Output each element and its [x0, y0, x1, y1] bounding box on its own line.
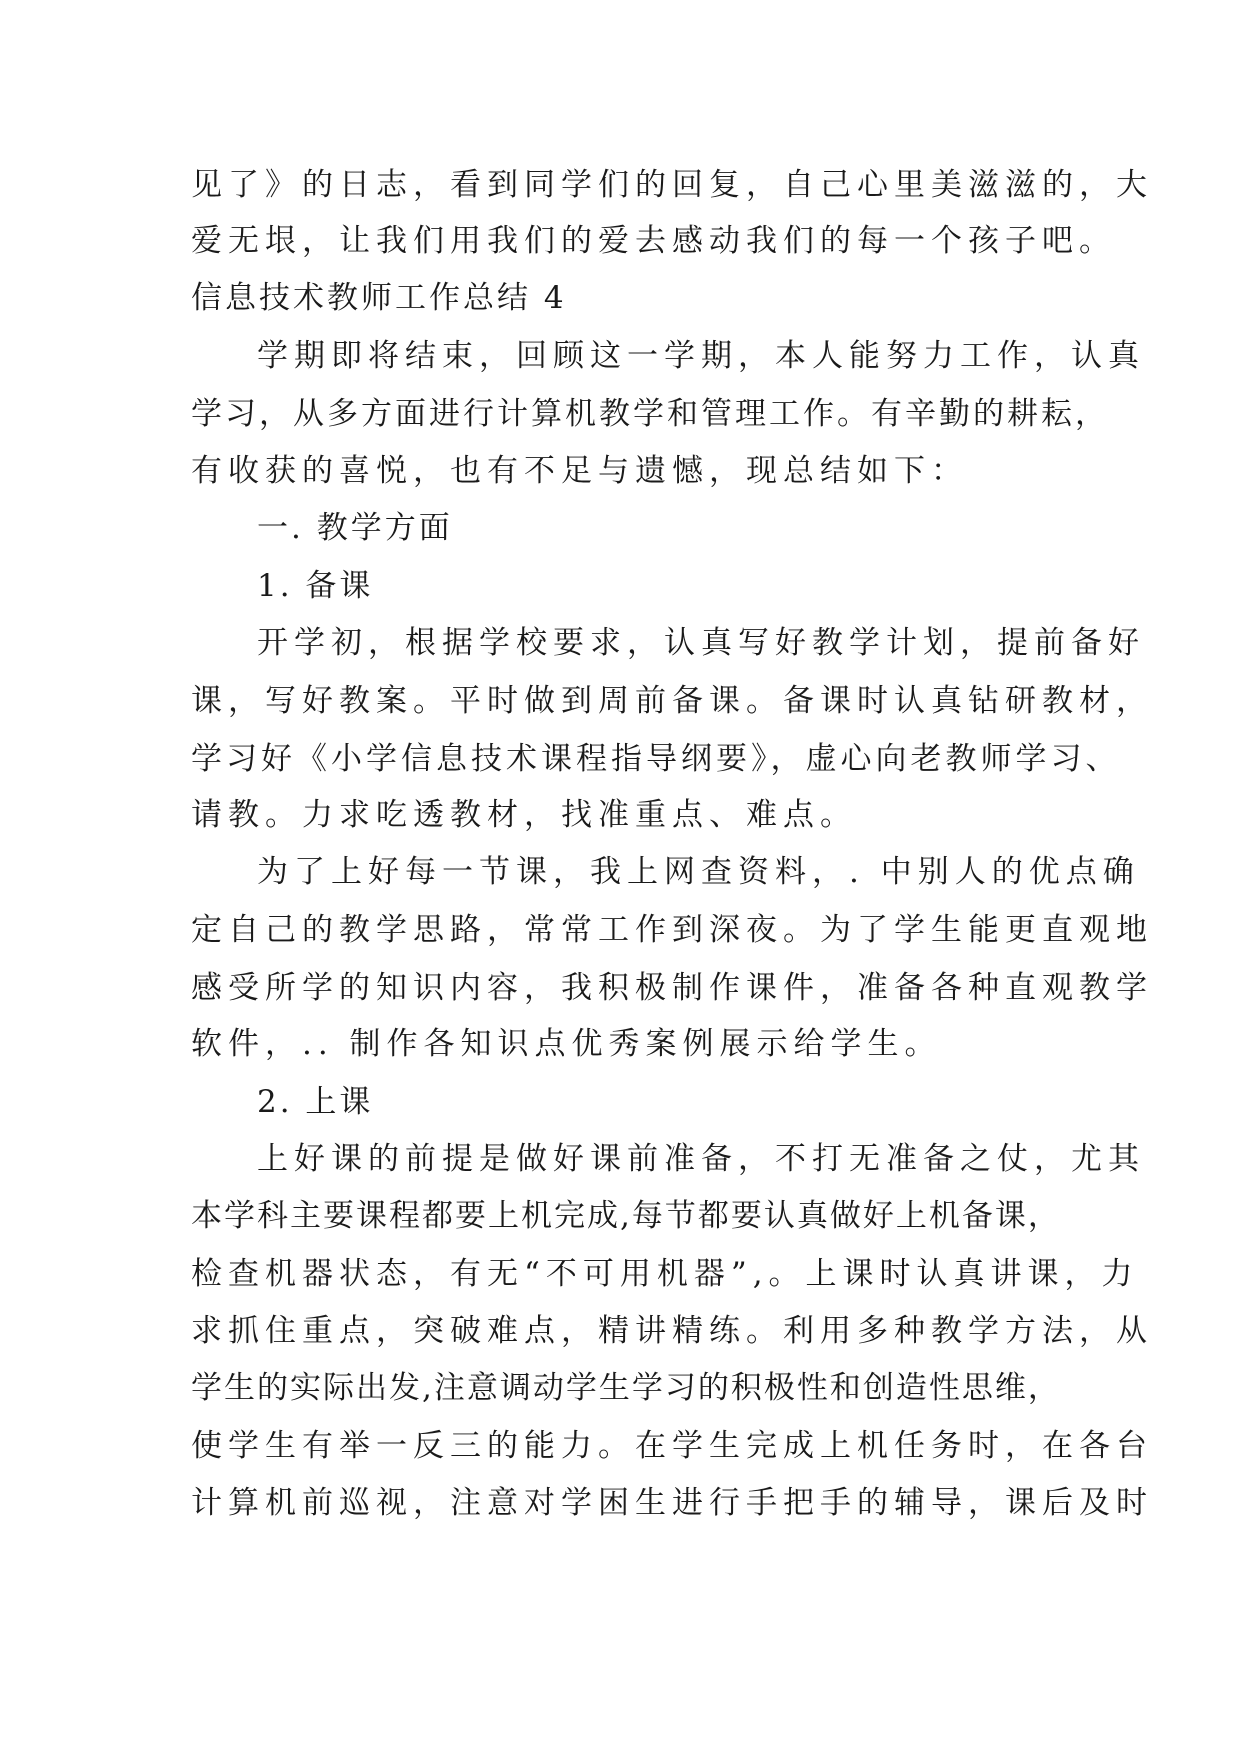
paragraph-line: 开学初，根据学校要求，认真写好教学计划，提前备好: [257, 625, 1145, 661]
paragraph-line: 感受所学的知识内容，我积极制作课件，准备各种直观教学: [191, 970, 1153, 1006]
section-title: 信息技术教师工作总结 4: [191, 280, 567, 316]
paragraph-line: 爱无垠，让我们用我们的爱去感动我们的每一个孩子吧。: [191, 223, 1116, 259]
paragraph-line: 为了上好每一节课，我上网查资料，. 中别人的优点确: [257, 854, 1140, 890]
paragraph-line: 学生的实际出发,注意调动学生学习的积极性和创造性思维，: [191, 1370, 1061, 1406]
paragraph-line: 学习好《小学信息技术课程指导纲要》，虚心向老教师学习、: [191, 741, 1121, 777]
paragraph-line: 软件，.. 制作各知识点优秀案例展示给学生。: [191, 1026, 942, 1062]
paragraph-line: 求抓住重点，突破难点，精讲精练。利用多种教学方法，从: [191, 1313, 1153, 1349]
paragraph-line: 检查机器状态，有无“不可用机器”,。上课时认真讲课，力: [191, 1256, 1139, 1292]
subheading: 1. 备课: [257, 568, 374, 604]
paragraph-line: 上好课的前提是做好课前准备，不打无准备之仗，尤其: [257, 1141, 1145, 1177]
paragraph-line: 本学科主要课程都要上机完成,每节都要认真做好上机备课，: [191, 1198, 1061, 1234]
subheading: 2. 上课: [257, 1084, 374, 1120]
subheading: 一. 教学方面: [257, 510, 453, 546]
paragraph-line: 定自己的教学思路，常常工作到深夜。为了学生能更直观地: [191, 912, 1153, 948]
paragraph-line: 请教。力求吃透教材，找准重点、难点。: [191, 797, 857, 833]
paragraph-line: 学习，从多方面进行计算机教学和管理工作。有辛勤的耕耘，: [191, 396, 1109, 432]
paragraph-line: 使学生有举一反三的能力。在学生完成上机任务时，在各台: [191, 1428, 1153, 1464]
paragraph-line: 见了》的日志，看到同学们的回复，自己心里美滋滋的，大: [191, 167, 1153, 203]
paragraph-line: 有收获的喜悦，也有不足与遗憾，现总结如下：: [191, 453, 968, 489]
paragraph-line: 学期即将结束，回顾这一学期，本人能努力工作，认真: [257, 338, 1145, 374]
paragraph-line: 课，写好教案。平时做到周前备课。备课时认真钻研教材，: [191, 683, 1153, 719]
paragraph-line: 计算机前巡视，注意对学困生进行手把手的辅导，课后及时: [191, 1485, 1153, 1521]
